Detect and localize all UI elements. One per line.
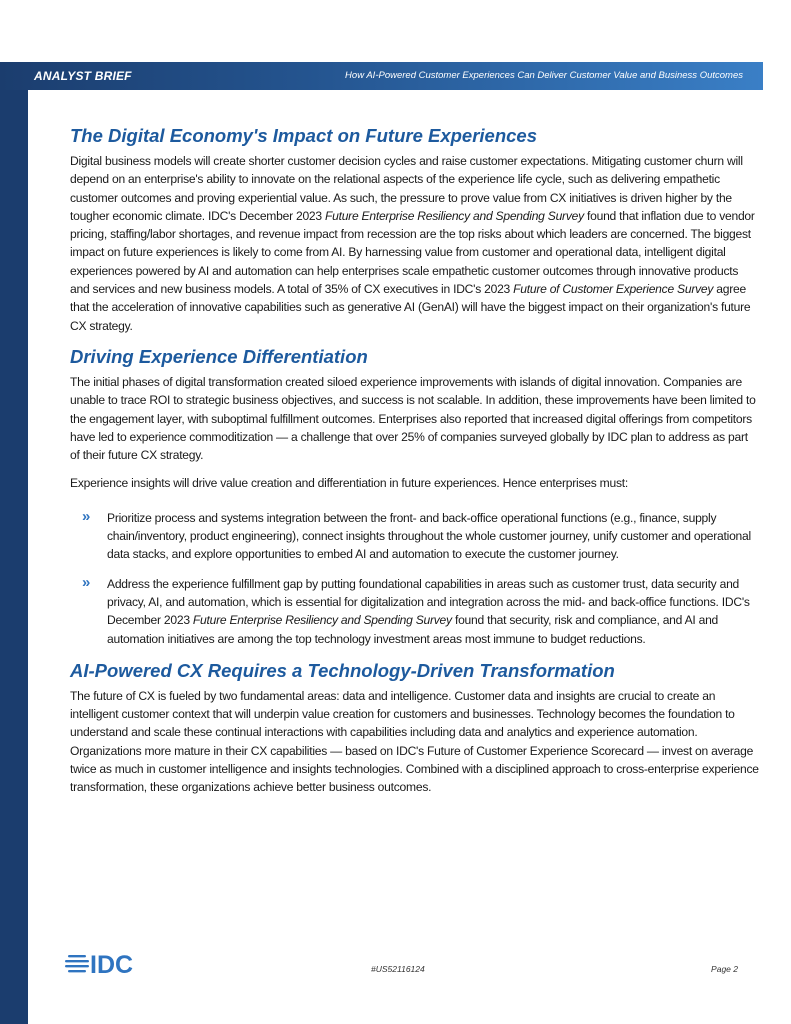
bullet-list	[70, 509, 760, 648]
bullet-chevron-icon: »	[82, 507, 91, 525]
section-paragraph-ai-powered-cx: The future of CX is fueled by two fundamental areas: data and intelligence. Customer data and insights are crucial to create an intelligent customer context that will underpin value creation for customers and businesses. Technology becomes the foundation to understand and scale these continual interactions with capabilities including data and analytics and experience automation. Organizations more mature in their CX capabilities — based on IDC's Future of Customer Experience Scorecard — invest on average twice as much in customer intelligence and insights technologies. Combined with a disciplined approach to cross-enterprise experience transformation, these organizations achieve better business outcomes.	[70, 688, 759, 795]
section-paragraph-digital-economy: Digital business models will create shorter customer decision cycles and raise customer expectations. Mitigating customer churn will depend on an enterprise's ability to innovate on the relational aspects of the experience life cycle, such as delivering empathetic customer outcomes and proving experiential value. As such, the pressure to prove value from CX initiatives is driven higher by the tougher economic climate. IDC's December 2023 Future Enterprise Resiliency and Spending Survey found that inflation due to vendor pricing, staffing/labor shortages, and revenue impact from recession are the top risks about which leaders are concerned. The biggest impact on future experiences is likely to come from AI. By harnessing value from customer and operational data, intelligent digital experiences powered by AI and automation can help enterprises scale empathetic customer outcomes through innovative products and services and new business models. A total of 35% of CX executives in IDC's 2023 Future of Customer Experience Survey agree that the acceleration of innovative capabilities such as generative AI (GenAI) will have the biggest impact on their organization's future CX strategy.	[70, 154, 755, 333]
bullet-text: Address the experience fulfillment gap by putting foundational capabilities in areas such as customer trust, data security and privacy, AI, and automation, which is essential for digitalization and integration across the mid- and back-office functions. IDC's December 2023 Future Enterprise Resiliency and Spending Survey found that security, risk and compliance, and AI and automation initiatives are among the top technology investment areas most immune to budget reductions.	[107, 576, 750, 646]
page-header	[0, 62, 763, 90]
section-heading-ai-powered-cx: AI-Powered CX Requires a Technology-Driven Transformation	[70, 659, 615, 681]
bullet-text: Prioritize process and systems integration between the front- and back-office operational functions (e.g., finance, supply chain/inventory, product engineering), connect insights throughout the whole customer journey, unify customer and operational data stacks, and explore opportunities to embed AI and automation to execute the customer journey.	[107, 510, 751, 562]
bullet-chevron-icon: »	[82, 573, 91, 591]
left-accent-bar	[0, 62, 28, 1024]
list-item	[70, 509, 760, 564]
list-item	[70, 575, 760, 648]
idc-logo-globe-icon	[65, 955, 89, 972]
section-heading-digital-economy: The Digital Economy's Impact on Future Experiences	[70, 125, 538, 146]
footer-page-number: Page 2	[711, 964, 738, 974]
idc-logo-text: IDC	[90, 951, 134, 978]
footer-doc-id: #US52116124	[371, 964, 425, 974]
section-paragraph-insights: Experience insights will drive value creation and differentiation in future experiences. Hence enterprises must:	[70, 476, 628, 491]
idc-logo	[64, 948, 144, 978]
main-content	[70, 124, 760, 797]
section-paragraph-differentiation: The initial phases of digital transformation created siloed experience improvements with islands of digital innovation. Companies are unable to trace ROI to strategic business objectives, and success is not scalable. In addition, these improvements have been limited to the engagement layer, with suboptimal fulfillment outcomes. Enterprises also reported that increased digital offerings from competitors have led to experience commoditization — a challenge that over 25% of companies surveyed globally by IDC plan to address as part of their future CX strategy.	[70, 374, 756, 463]
header-doc-title: How AI-Powered Customer Experiences Can Deliver Customer Value and Business Outcomes	[345, 70, 743, 81]
section-heading-differentiation: Driving Experience Differentiation	[70, 345, 368, 367]
brief-label: ANALYST BRIEF	[34, 69, 132, 83]
